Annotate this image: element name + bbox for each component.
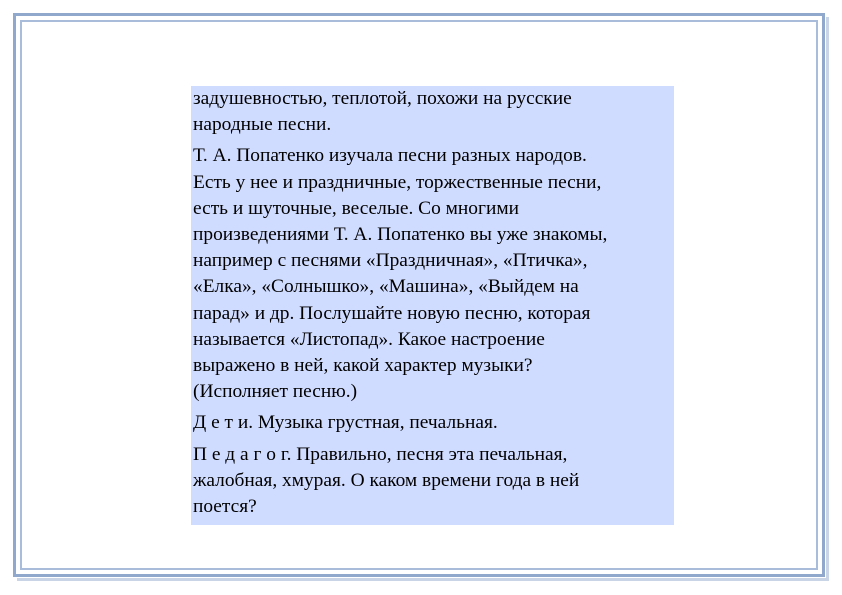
text-line: народные песни. xyxy=(193,114,332,136)
text-line: П е д а г о г. Правильно, песня эта печальная, xyxy=(193,443,568,465)
paragraph-1 xyxy=(193,86,670,138)
text-line: задушевностью, теплотой, похожи на русские xyxy=(193,88,572,109)
text-line: поется? xyxy=(193,496,257,518)
text-line: например с песнями «Праздничная», «Птичка», xyxy=(193,250,588,272)
text-line: называется «Листопад». Какое настроение xyxy=(193,328,545,350)
text-line: «Елка», «Солнышко», «Машина», «Выйдем на xyxy=(193,276,579,298)
paragraph-4 xyxy=(193,442,670,521)
text-line: произведениями Т. А. Попатенко вы уже знакомы, xyxy=(193,224,608,246)
text-line: Д е т и. Музыка грустная, печальная. xyxy=(193,412,498,434)
text-line: (Исполняет песню.) xyxy=(193,381,358,403)
text-line: Т. А. Попатенко изучала песни разных народов. xyxy=(193,145,587,167)
text-line: жалобная, хмурая. О каком времени года в ней xyxy=(193,469,580,491)
text-line: парад» и др. Послушайте новую песню, которая xyxy=(193,302,591,324)
paragraph-2 xyxy=(193,143,670,405)
text-box xyxy=(191,86,674,525)
text-line: выражено в ней, какой характер музыки? xyxy=(193,355,533,377)
paragraph-3 xyxy=(193,410,670,436)
text-line: Есть у нее и праздничные, торжественные песни, xyxy=(193,171,602,193)
text-line: есть и шуточные, веселые. Со многими xyxy=(193,197,519,219)
